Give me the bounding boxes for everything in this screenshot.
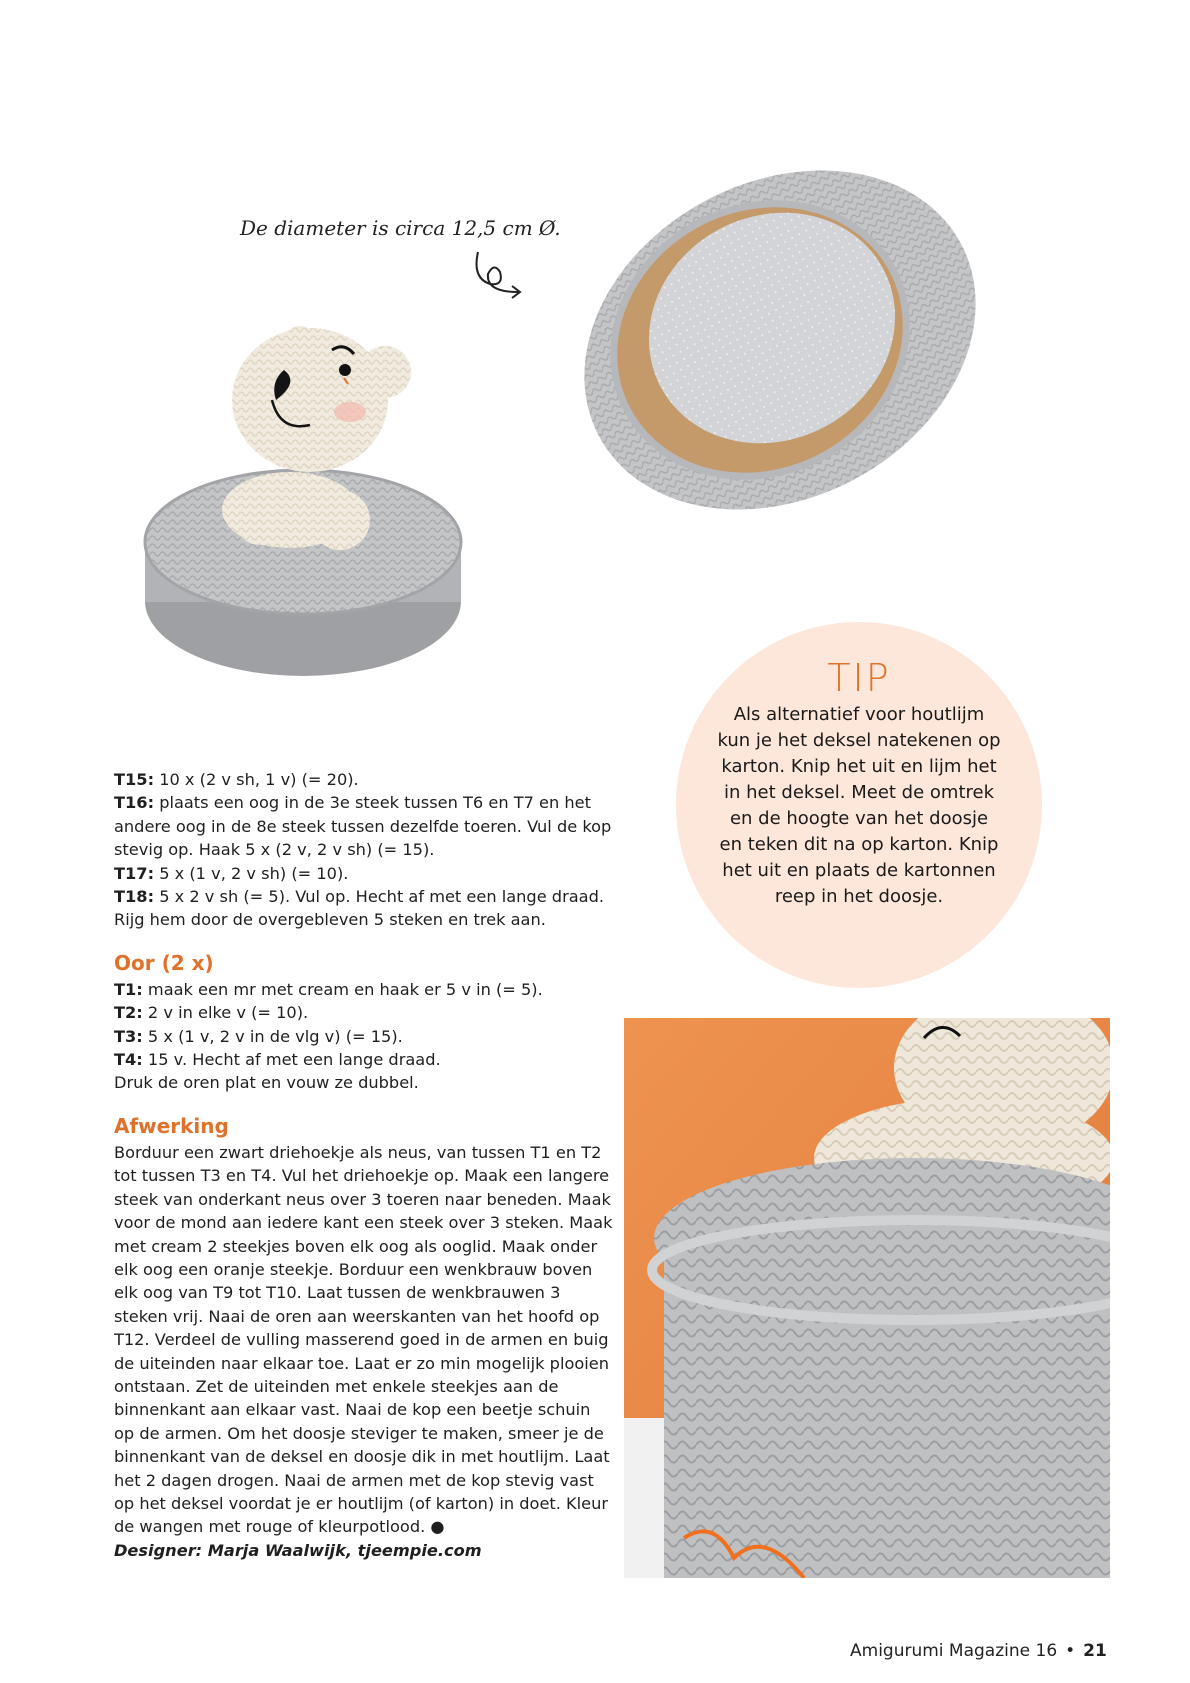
round-label: T18: — [114, 887, 155, 907]
designer-credit: Designer: Marja Waalwijk, tjeempie.com — [114, 1540, 482, 1560]
instruction-row — [114, 1001, 614, 1024]
round-text: 15 v. Hecht af met een lange draad. — [142, 1050, 441, 1070]
instruction-row — [114, 1048, 614, 1071]
section-heading-oor: Oor (2 x) — [114, 950, 214, 975]
round-text: 10 x (2 v sh, 1 v) (= 20). — [154, 770, 359, 789]
round-label: T4: — [114, 1050, 143, 1070]
instruction-row — [114, 1025, 614, 1048]
footer-separator: • — [1065, 1641, 1076, 1661]
instruction-row — [114, 885, 614, 932]
instruction-row — [114, 978, 614, 1001]
instruction-row — [114, 862, 614, 885]
round-label: T2: — [114, 1003, 143, 1023]
instruction-note: Druk de oren plat en vouw ze dubbel. — [114, 1073, 419, 1093]
round-label: T17: — [114, 863, 155, 883]
tip-text: Als alternatief voor houtlijm kun je het deksel natekenen op karton. Knip het uit en lijm het in het deksel. Meet de omtrek en de hoogte van het doosje en teken dit na op karton. Knip het uit en plaats de kartonnen reep in het doosje. — [717, 704, 1001, 907]
closeup-photo-box — [624, 1018, 1110, 1578]
curly-arrow-icon — [470, 248, 530, 308]
page-number: 21 — [1083, 1641, 1107, 1661]
round-text: 5 x (1 v, 2 v sh) (= 10). — [154, 863, 349, 883]
round-label: T16: — [114, 793, 155, 813]
magazine-name: Amigurumi Magazine 16 — [850, 1641, 1058, 1661]
instruction-row — [114, 768, 614, 791]
round-text: plaats een oog in de 3e steek tussen T6 en T7 en het andere oog in de 8e steek tussen dezelfde toeren. Vul de kop stevig op. Haak 5 x (2 v, 2 v sh) (= 15). — [114, 793, 612, 860]
section-heading-afwerking: Afwerking — [114, 1113, 229, 1138]
round-text: maak een mr met cream en haak er 5 v in (= 5). — [142, 979, 543, 999]
tip-title: TIP — [827, 656, 891, 700]
round-text: 2 v in elke v (= 10). — [142, 1003, 309, 1023]
round-text: 5 x 2 v sh (= 5). Vul op. Hecht af met een lange draad. Rijg hem door de overgebleven 5 steken en trek aan. — [114, 887, 604, 930]
round-label: T3: — [114, 1026, 143, 1046]
round-text: 5 x (1 v, 2 v in de vlg v) (= 15). — [142, 1026, 403, 1046]
round-label: T1: — [114, 979, 143, 999]
afwerking-text: Borduur een zwart driehoekje als neus, van tussen T1 en T2 tot tussen T3 en T4. Vul het driehoekje op. Maak een langere steek van onderkant neus over 3 toeren naar beneden. Maak voor de mond aan iedere kant een steek over 3 steken. Maak met cream 2 steekjes boven elk oog als ooglid. Maak onder elk oog een oranje steekje. Borduur een wenkbrauw boven elk oog van T9 tot T10. Laat tussen de wenkbrauwen 3 steken vrij. Naai de oren aan weerskanten van het hoofd op T12. Verdeel de vulling masserend goed in de armen en buig de uiteinden naar elkaar toe. Laat er zo min mogelijk plooien ontstaan. Zet de uiteinden met enkele steekjes aan de binnenkant aan elkaar vast. Naai de kop een beetje schuin op de armen. Om het doosje steviger te maken, smeer je de binnenkant van de deksel en doosje dik in met houtlijm. Laat het 2 dagen drogen. Naai de armen met de kop stevig vast op het deksel voordat je er houtlijm (of karton) in doet. Kleur de wangen met rouge of kleurpotlood. ● — [114, 1142, 613, 1537]
photo-caption: De diameter is circa 12,5 cm Ø. — [240, 216, 561, 240]
round-label: T15: — [114, 770, 155, 789]
page-footer — [850, 1641, 1107, 1661]
instruction-row — [114, 791, 614, 861]
pattern-instructions — [114, 768, 614, 1562]
